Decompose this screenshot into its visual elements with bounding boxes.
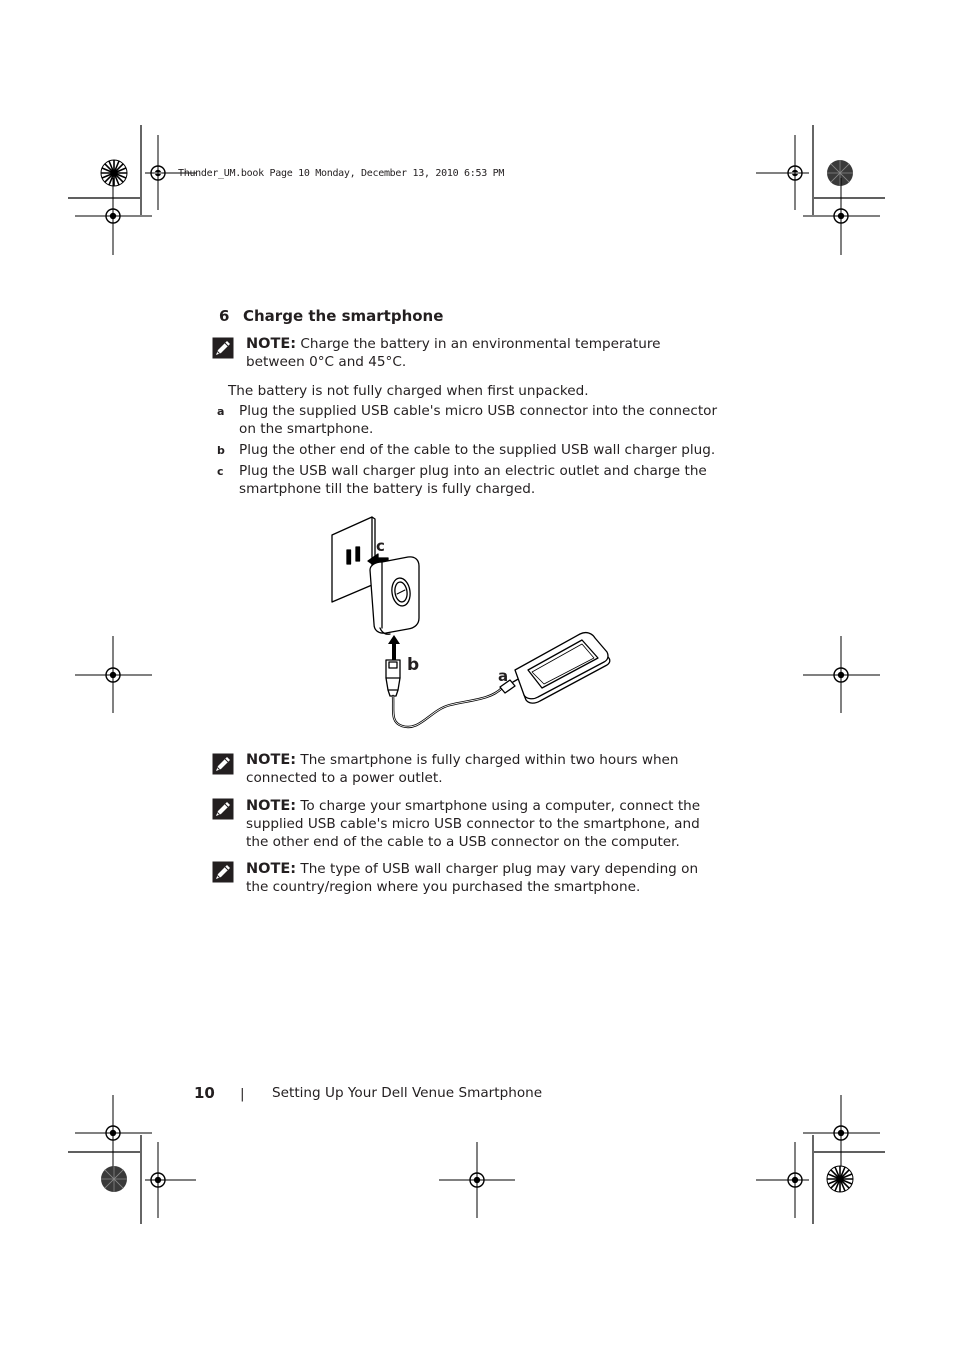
note-label: NOTE:	[246, 798, 297, 814]
note-label: NOTE:	[246, 336, 297, 352]
note-pencil-icon	[212, 798, 234, 820]
step-letter: b	[217, 444, 225, 457]
step-letter: a	[217, 405, 225, 418]
page-number: 10	[194, 1084, 215, 1102]
callout-a: a	[498, 667, 509, 685]
note-4	[246, 860, 716, 896]
step-c	[217, 463, 724, 498]
note-pencil-icon	[212, 861, 234, 883]
note-pencil-icon	[212, 753, 234, 775]
step-text: Plug the supplied USB cable's micro USB connector into the connector on the smartphone.	[239, 403, 718, 437]
intro-paragraph: The battery is not fully charged when first unpacked.	[228, 383, 589, 399]
wall-charger	[370, 557, 419, 634]
footer-separator: |	[240, 1086, 245, 1102]
callout-c: c	[376, 537, 385, 555]
note-1	[246, 335, 716, 371]
note-text: Charge the battery in an environmental temperature between 0°C and 45°C.	[246, 336, 661, 370]
note-text: The smartphone is fully charged within two hours when connected to a power outlet.	[246, 752, 679, 786]
charging-illustration	[320, 510, 620, 735]
note-label: NOTE:	[246, 861, 297, 877]
step-a	[217, 403, 724, 438]
usb-cable	[393, 688, 502, 727]
smartphone	[515, 633, 610, 704]
note-text: The type of USB wall charger plug may vary depending on the country/region where you purchased the smartphone.	[246, 861, 699, 895]
step-letter: c	[217, 465, 224, 478]
footer-chapter: Setting Up Your Dell Venue Smartphone	[272, 1085, 543, 1101]
step-text: Plug the other end of the cable to the supplied USB wall charger plug.	[239, 442, 716, 458]
note-2	[246, 751, 716, 787]
slug-line: Thunder_UM.book Page 10 Monday, December 13, 2010 6:53 PM	[178, 168, 505, 179]
note-pencil-icon	[212, 337, 234, 359]
note-3	[246, 797, 718, 851]
usb-plug	[386, 660, 400, 696]
wall-outlet	[332, 517, 372, 602]
step-text: Plug the USB wall charger plug into an electric outlet and charge the smartphone till the battery is fully charged.	[239, 463, 707, 497]
callout-b: b	[407, 655, 420, 675]
step-b	[217, 442, 724, 460]
note-text: To charge your smartphone using a computer, connect the supplied USB cable's micro USB connector to the smartphone, and the other end of the cable to a USB connector on the computer.	[246, 798, 701, 850]
section-title: Charge the smartphone	[243, 307, 444, 325]
note-label: NOTE:	[246, 752, 297, 768]
section-number: 6	[219, 307, 230, 325]
section-heading	[219, 307, 443, 325]
